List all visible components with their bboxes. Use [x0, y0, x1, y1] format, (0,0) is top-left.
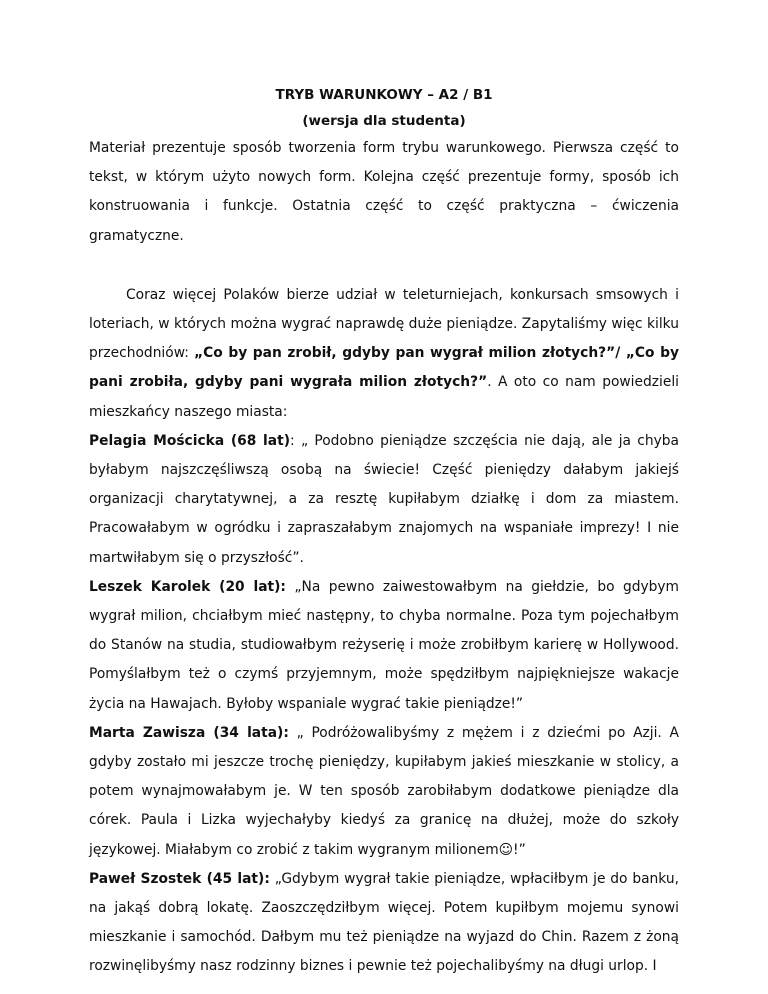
- answer-speaker: Marta Zawisza (34 lata):: [89, 724, 289, 741]
- answer-speaker: Paweł Szostek (45 lat):: [89, 870, 270, 887]
- smiley-icon: ☺: [498, 841, 514, 858]
- answer-paragraph-1: [89, 427, 679, 573]
- intro-paragraph: Materiał prezentuje sposób tworzenia form trybu warunkowego. Pierwsza część to tekst, w którym użyto nowych form. Kolejna część prezentuje formy, sposób ich konstruowania i funkcje. Ostatnia część to część praktyczna – ćwiczenia gramatyczne.: [89, 140, 679, 244]
- lead-text-before: Coraz więcej Polaków bierze udział w teleturniejach, konkursach smsowych i loteriach, w których można wygrać naprawdę duże pieniądze. Zapytaliśmy więc kilku przechodniów:: [89, 286, 679, 362]
- answer-text: „Gdybym wygrał takie pieniądze, wpłaciłbym je do banku, na jakąś dobrą lokatę. Zaoszczędziłbym więcej. Potem kupiłbym mojemu synowi mieszkanie i samochód. Dałbym mu też pieniądze na wyjazd do Chin. Razem z żoną rozwinęlibyśmy nasz rodzinny biznes i pewnie też pojechalibyśmy na długi urlop. I: [89, 870, 679, 975]
- lead-paragraph: [89, 281, 679, 427]
- answer-speaker: Leszek Karolek (20 lat):: [89, 578, 286, 595]
- lead-question: „Co by pan zrobił, gdyby pan wygrał milion złotych?”/ „Co by pani zrobiła, gdyby pani wygrała milion złotych?”: [89, 345, 679, 391]
- document-subtitle: (wersja dla studenta): [302, 113, 466, 129]
- answer-speaker: Pelagia Mościcka (68 lat): [89, 432, 290, 449]
- lead-text-after: . A oto co nam powiedzieli mieszkańcy naszego miasta:: [89, 374, 679, 420]
- answer-text: „ Podróżowalibyśmy z mężem i z dziećmi po Azji. A gdyby zostało mi jeszcze trochę pieniędzy, kupiłabym jakieś mieszkanie w stolicy, a potem wynajmowałabym je. W ten sposób zarobiłabym dodatkowe pieniądze dla córek. Paula i Lizka wyjechałyby kiedyś za granicę na dłużej, może do szkoły językowej. Miałabym co zrobić z takim wygranym milionem: [89, 724, 679, 858]
- answer-paragraph-3: [89, 719, 679, 865]
- answer-paragraph-2: [89, 573, 679, 719]
- answer-tail: !”: [513, 841, 526, 858]
- document-title: TRYB WARUNKOWY – A2 / B1: [275, 87, 493, 103]
- answer-text: : „ Podobno pieniądze szczęścia nie dają, ale ja chyba byłabym najszczęśliwszą osobą na świecie! Część pieniędzy dałabym jakiejś organizacji charytatywnej, a za resztę kupiłabym działkę i dom za miastem. Pracowałabym w ogródku i zapraszałabym znajomych na wspaniałe imprezy! I nie martwiłabym się o przyszłość”.: [89, 432, 679, 566]
- answer-paragraph-4: [89, 865, 679, 982]
- answer-text: „Na pewno zaiwestowałbym na giełdzie, bo gdybym wygrał milion, chciałbym mieć następny, to chyba normalne. Poza tym pojechałbym do Stanów na studia, studiowałbym reżyserię i może zrobiłbym karierę w Hollywood. Pomyślałbym też o czymś przyjemnym, może spędziłbym najpiękniejsze wakacje życia na Hawajach. Byłoby wspaniale wygrać takie pieniądze!”: [89, 578, 679, 712]
